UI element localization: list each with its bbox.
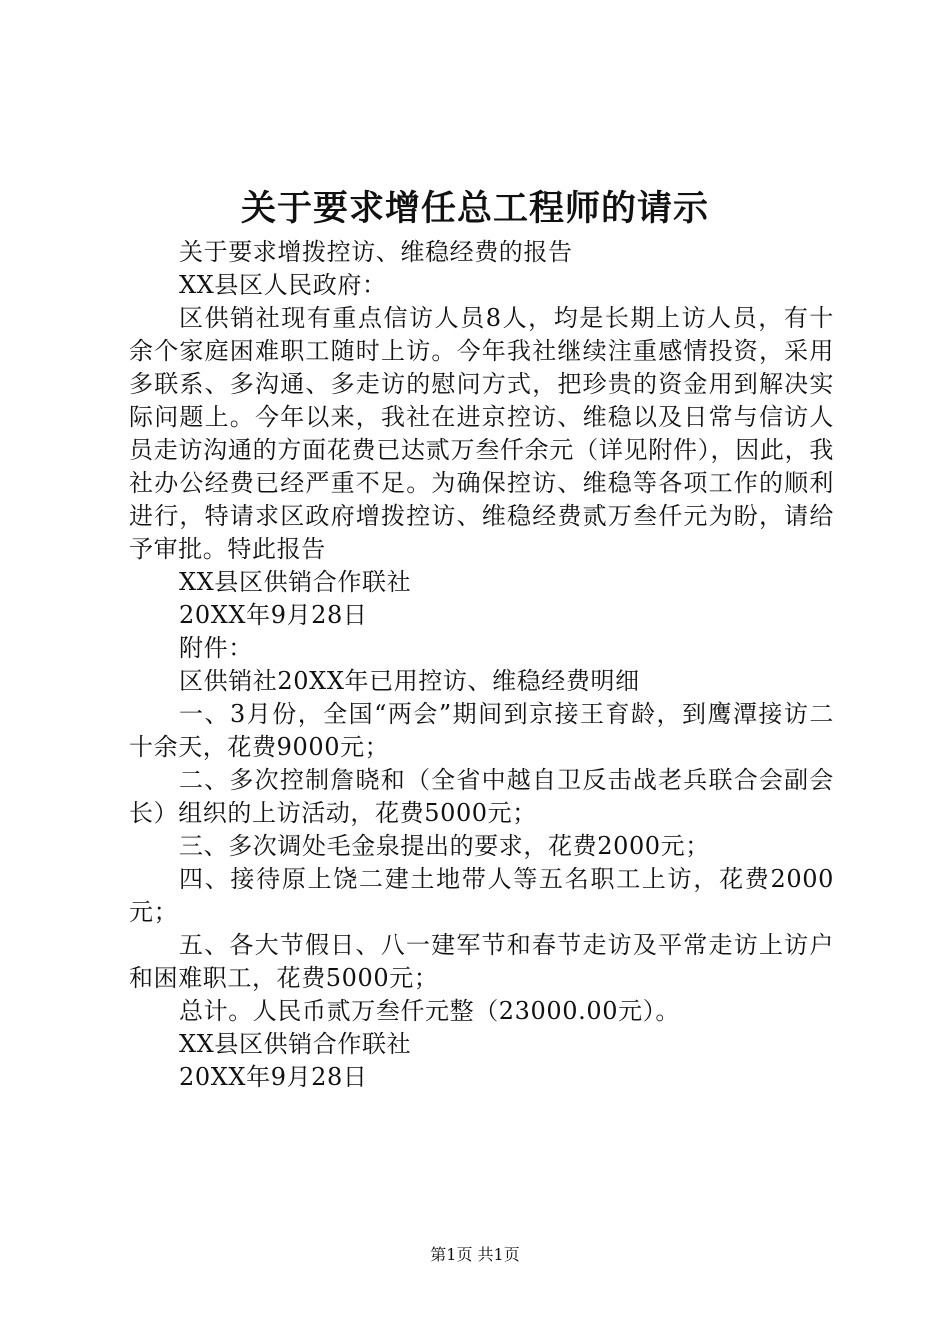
page-number: 第1页 共1页 (430, 1245, 520, 1264)
expense-item: 一、3月份，全国“两会”期间到京接王育龄，到鹰潭接访二十余天，花费9000元； (129, 700, 834, 761)
signature-date: 20XX年9月28日 (179, 601, 368, 629)
signature-org: XX县区供销合作联社 (179, 568, 412, 596)
closing-signature-date: 20XX年9月28日 (179, 1063, 368, 1091)
expense-total: 总计。人民币贰万叁仟元整（23000.00元）。 (179, 997, 680, 1025)
document-body (129, 236, 834, 1094)
expense-item: 二、多次控制詹晓和（全省中越自卫反击战老兵联合会副会长）组织的上访活动，花费5000元； (129, 766, 834, 827)
recipient-line: XX县区人民政府： (179, 271, 387, 299)
expense-item: 三、多次调处毛金泉提出的要求，花费2000元； (179, 832, 710, 860)
report-subtitle: 关于要求增拨控访、维稳经费的报告 (179, 238, 573, 266)
attachment-title: 区供销社20XX年已用控访、维稳经费明细 (179, 667, 640, 695)
main-paragraph: 区供销社现有重点信访人员8人，均是长期上访人员，有十余个家庭困难职工随时上访。今年我社继续注重感情投资，采用多联系、多沟通、多走访的慰问方式，把珍贵的资金用到解决实际问题上。今年以来，我社在进京控访、维稳以及日常与信访人员走访沟通的方面花费已达贰万叁仟余元（详见附件），因此，我社办公经费已经严重不足。为确保控访、维稳等各项工作的顺利进行，特请求区政府增拨控访、维稳经费贰万叁仟元为盼，请给予审批。特此报告 (129, 304, 834, 563)
document-title: 关于要求增任总工程师的请示 (240, 188, 709, 229)
closing-signature-org: XX县区供销合作联社 (179, 1030, 412, 1058)
attachment-label: 附件： (179, 634, 253, 662)
expense-item: 四、接待原上饶二建土地带人等五名职工上访，花费2000元； (129, 865, 834, 926)
expense-item: 五、各大节假日、八一建军节和春节走访及平常走访上访户和困难职工，花费5000元； (129, 931, 834, 992)
